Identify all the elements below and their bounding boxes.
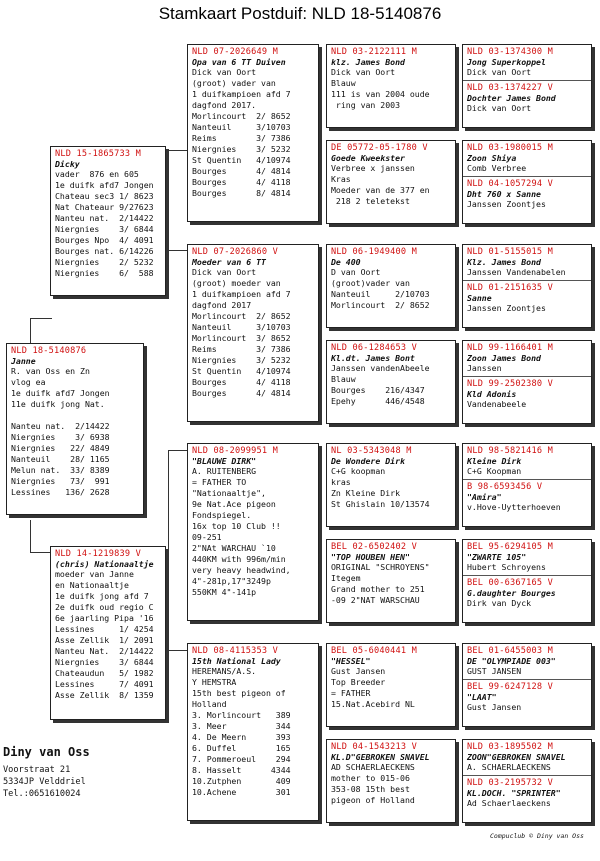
- info-line: 2"NAt WARCHAU `10: [192, 543, 276, 553]
- pigeon-name: Dochter James Bond: [467, 93, 556, 103]
- ring-number: BEL 95-6294105 M: [467, 542, 553, 552]
- result-line: Nanteuil 2/10703: [331, 289, 430, 299]
- info-line: 9e Nat.Ace pigeon: [192, 499, 276, 509]
- info-line: Niergnies 2/ 5232: [55, 257, 154, 267]
- pigeon-name: Kleine Dirk: [467, 456, 522, 466]
- divider: [463, 479, 591, 480]
- info-line: R. van Oss en Zn: [11, 366, 90, 376]
- card-dam[interactable]: [50, 546, 166, 720]
- ring-number: NLD 98-5821416 M: [467, 446, 553, 456]
- info-line: = FATHER: [331, 688, 371, 698]
- info-line: Ad Schaerlaeckens: [467, 798, 551, 808]
- info-line: Dick van Oort: [331, 67, 396, 77]
- result-line: Bourges 4/ 4118: [192, 177, 291, 187]
- result-line: Morlincourt 2/ 8652: [192, 311, 291, 321]
- divider: [463, 376, 591, 377]
- pigeon-name: klz. James Bond: [331, 57, 405, 67]
- result-line: Morlincourt 2/ 8652: [192, 111, 291, 121]
- pigeon-name: "ZWARTE 105": [467, 552, 527, 562]
- info-line: -09 2"NAT WARSCHAU: [331, 595, 420, 605]
- info-line: Janssen vandenAbeele: [331, 363, 430, 373]
- pigeon-name: KL.DOCH. "SPRINTER": [467, 788, 561, 798]
- info-line: dagfond 2017.: [192, 100, 257, 110]
- ring-number: NLD 03-1374227 V: [467, 83, 553, 93]
- info-line: 4"-281p,17"3249p: [192, 576, 271, 586]
- info-line: 1 duifkampioen afd 7: [192, 89, 291, 99]
- info-line: A. RUITENBERG: [192, 466, 257, 476]
- owner-block: [3, 745, 90, 800]
- info-line: GUST JANSEN: [467, 666, 522, 676]
- result-line: Morlincourt 3/ 8652: [192, 333, 291, 343]
- info-line: Fondspiegel.: [192, 510, 252, 520]
- result-line: Epehy 446/4548: [331, 396, 425, 406]
- info-line: Nanteu Nat. 2/14422: [55, 646, 154, 656]
- info-line: pigeon of Holland: [331, 795, 415, 805]
- info-line: Top Breeder: [331, 677, 386, 687]
- info-line: = FATHER TO: [192, 477, 247, 487]
- result-line: Bourges 4/ 4814: [192, 166, 291, 176]
- card-sire-sire[interactable]: [187, 44, 319, 222]
- pigeon-name: De Wondere Dirk: [331, 456, 405, 466]
- ring-number: NLD 03-1895502 M: [467, 742, 553, 752]
- ring-number: NLD 01-2151635 V: [467, 283, 553, 293]
- info-line: Hubert Schroyens: [467, 562, 546, 572]
- info-line: 15th best pigeon of: [192, 688, 286, 698]
- info-line: 1e duifk jong afd 7: [55, 591, 149, 601]
- result-line: Melun nat. 33/ 8389: [11, 465, 110, 475]
- card-sdd[interactable]: [326, 340, 456, 424]
- pigeon-name: Sanne: [467, 293, 492, 303]
- info-line: Dick van Oort: [467, 103, 532, 113]
- pigeon-name: Janne: [11, 356, 36, 366]
- info-line: v.Hove-Uytterhoeven: [467, 502, 561, 512]
- info-line: Verbree x janssen: [331, 163, 415, 173]
- info-line: mother to 015-06: [331, 773, 410, 783]
- pigeon-name: ZOON"GEBROKEN SNAVEL: [467, 752, 566, 762]
- ring-number: BEL 00-6367165 V: [467, 578, 553, 588]
- divider: [463, 575, 591, 576]
- ring-number: NLD 03-2195732 V: [467, 778, 553, 788]
- result-line: Nanteuil 28/ 1165: [11, 454, 110, 464]
- result-line: St Quentin 4/10974: [192, 155, 291, 165]
- info-line: 6e jaarling Pipa '16: [55, 613, 154, 623]
- info-line: Lessines 7/ 4091: [55, 679, 154, 689]
- result-line: Niergnies 73/ 991: [11, 476, 110, 486]
- ring-number: NLD 99-1166401 M: [467, 343, 553, 353]
- info-line: Y HEMSTRA: [192, 677, 237, 687]
- result-line: Reims 3/ 7386: [192, 133, 291, 143]
- info-line: ring van 2003: [331, 100, 401, 110]
- ring-number: NLD 15-1865733 M: [55, 149, 141, 159]
- info-line: C+G koopman: [331, 466, 386, 476]
- info-line: 1 duifkampioen afd 7: [192, 289, 291, 299]
- owner-address: Voorstraat 21: [3, 765, 71, 775]
- info-line: very heavy headwind,: [192, 565, 291, 575]
- result-line: Lessines 136/ 2628: [11, 487, 110, 497]
- info-line: (groot) vader van: [192, 78, 276, 88]
- info-line: Niergnies 3/ 6844: [55, 657, 154, 667]
- card-sire[interactable]: [50, 146, 166, 296]
- ring-number: NLD 08-2099951 M: [192, 446, 278, 456]
- result-line: Niergnies 22/ 4849: [11, 443, 110, 453]
- pigeon-name: Dicky: [55, 159, 80, 169]
- info-line: Moeder van de 377 en: [331, 185, 430, 195]
- card-dam-sire[interactable]: [187, 443, 319, 621]
- info-line: vlog ea: [11, 377, 46, 387]
- divider: [463, 679, 591, 680]
- card-sire-dam[interactable]: [187, 244, 319, 422]
- info-line: Vandenabeele: [467, 399, 527, 409]
- info-line: en Nationaaltje: [55, 580, 129, 590]
- pigeon-name: G.daughter Bourges: [467, 588, 556, 598]
- result-line: 10.Zutphen 409: [192, 776, 291, 786]
- info-line: 1e duifk afd7 Jongen: [11, 388, 110, 398]
- pigeon-name: "LAAT": [467, 692, 497, 702]
- result-line: St Quentin 4/10974: [192, 366, 291, 376]
- ring-number: NLD 99-2502380 V: [467, 379, 553, 389]
- card-dam-dam[interactable]: [187, 643, 319, 821]
- ring-number: NLD 03-2122111 M: [331, 47, 417, 57]
- ring-number: NLD 08-4115353 V: [192, 646, 278, 656]
- info-line: Gust Jansen: [331, 666, 386, 676]
- pigeon-name: "Amira": [467, 492, 502, 502]
- card-gg-pair-2[interactable]: [462, 140, 592, 224]
- card-gg-pair-4[interactable]: [462, 340, 592, 424]
- info-line: Asse Zellik 8/ 1359: [55, 690, 154, 700]
- info-line: HEREMANS/A.S.: [192, 666, 257, 676]
- info-line: ORIGINAL "SCHROYENS": [331, 562, 430, 572]
- ring-number: NL 03-5343048 M: [331, 446, 412, 456]
- ring-number: NLD 03-1980015 M: [467, 143, 553, 153]
- pigeon-name: Zoon James Bond: [467, 353, 541, 363]
- info-line: 15.Nat.Acebird NL: [331, 699, 415, 709]
- info-line: St Ghislain 10/13574: [331, 499, 430, 509]
- info-line: Grand mother to 251: [331, 584, 425, 594]
- divider: [463, 176, 591, 177]
- result-line: Nanteu nat. 2/14422: [11, 421, 110, 431]
- card-gg-pair-3[interactable]: [462, 244, 592, 328]
- result-line: Reims 3/ 7386: [192, 344, 291, 354]
- ring-number: NLD 04-1543213 V: [331, 742, 417, 752]
- card-ssd[interactable]: [326, 140, 456, 224]
- info-line: Niergnies 3/ 6844: [55, 224, 154, 234]
- info-line: 218 2 teletekst: [331, 196, 410, 206]
- pigeon-name: Jong Superkoppel: [467, 57, 546, 67]
- info-line: Dirk van Dyck: [467, 598, 532, 608]
- info-line: Niergnies 6/ 588: [55, 268, 154, 278]
- info-line: 1e duifk afd7 Jongen: [55, 180, 154, 190]
- info-line: 2e duifk oud regio C: [55, 602, 154, 612]
- result-line: 3. Morlincourt 389: [192, 710, 291, 720]
- result-line: Nanteuil 3/10703: [192, 322, 291, 332]
- info-line: (groot) moeder van: [192, 278, 281, 288]
- ring-number: NLD 06-1949400 M: [331, 247, 417, 257]
- info-line: 111 is van 2004 oude: [331, 89, 430, 99]
- ring-number: NLD 01-5155015 M: [467, 247, 553, 257]
- page-title: Stamkaart Postduif: NLD 18-5140876: [158, 4, 442, 23]
- pigeon-name: "HESSEL": [331, 656, 371, 666]
- ring-number: NLD 18-5140876: [11, 346, 87, 356]
- info-line: dagfond 2017: [192, 300, 252, 310]
- card-ddd[interactable]: [326, 739, 456, 823]
- pigeon-name: Kl.dt. James Bont: [331, 353, 415, 363]
- ring-number: NLD 04-1057294 V: [467, 179, 553, 189]
- info-line: Janssen: [467, 363, 502, 373]
- info-line: Dick van Oort: [192, 67, 257, 77]
- owner-phone: Tel.:0651610024: [3, 789, 81, 799]
- result-line: Niergnies 3/ 5232: [192, 355, 291, 365]
- ring-number: BEL 01-6455003 M: [467, 646, 553, 656]
- info-line: vader 876 en 605: [55, 169, 139, 179]
- pigeon-name: (chris) Nationaaltje: [55, 559, 154, 569]
- card-gg-pair-6[interactable]: [462, 539, 592, 623]
- result-line: 4. De Meern 393: [192, 732, 291, 742]
- pigeon-name: Klz. James Bond: [467, 257, 541, 267]
- card-sds[interactable]: [326, 244, 456, 328]
- info-line: Nat Chateaur 9/27623: [55, 202, 154, 212]
- ring-number: NLD 07-2026649 M: [192, 47, 278, 57]
- info-line: kras: [331, 477, 351, 487]
- card-gg-pair-5[interactable]: [462, 443, 592, 527]
- info-line: 353-08 15th best: [331, 784, 410, 794]
- info-line: 09-251: [192, 532, 222, 542]
- ring-number: DE 05772-05-1780 V: [331, 143, 428, 153]
- pigeon-name: KL.D"GEBROKEN SNAVEL: [331, 752, 430, 762]
- ring-number: NLD 07-2026860 V: [192, 247, 278, 257]
- card-sss[interactable]: [326, 44, 456, 128]
- info-line: Itegem: [331, 573, 361, 583]
- info-line: Blauw: [331, 78, 356, 88]
- result-line: 10.Achene 301: [192, 787, 291, 797]
- info-line: "Nationaaltje",: [192, 488, 266, 498]
- pigeon-name: Opa van 6 TT Duiven: [192, 57, 286, 67]
- info-line: Lessines 1/ 4254: [55, 624, 154, 634]
- result-line: Niergnies 3/ 5232: [192, 144, 291, 154]
- info-line: AD SCHAERLAECKENS: [331, 762, 415, 772]
- info-line: 440KM with 996m/min: [192, 554, 286, 564]
- info-line: Kras: [331, 174, 351, 184]
- card-dsd[interactable]: [326, 539, 456, 623]
- pigeon-name: 15th National Lady: [192, 656, 281, 666]
- result-line: 7. Pommeroeul 294: [192, 754, 291, 764]
- info-line: Chateau sec3 1/ 8623: [55, 191, 154, 201]
- info-line: Asse Zellik 1/ 2091: [55, 635, 154, 645]
- info-line: 16x top 10 Club !!: [192, 521, 281, 531]
- result-line: 3. Meer 344: [192, 721, 291, 731]
- info-line: Blauw: [331, 374, 356, 384]
- owner-city: 5334JP Velddriel: [3, 777, 86, 787]
- pigeon-name: Zoon Shiya: [467, 153, 517, 163]
- result-line: 8. Hasselt 4344: [192, 765, 291, 775]
- info-line: Chateaudun 5/ 1982: [55, 668, 154, 678]
- info-line: Dick van Oort: [192, 267, 257, 277]
- info-line: C+G Koopman: [467, 466, 522, 476]
- divider: [463, 775, 591, 776]
- result-line: Niergnies 3/ 6938: [11, 432, 110, 442]
- result-line: Bourges 4/ 4118: [192, 377, 291, 387]
- footer-credit: Compuclub © Diny van Oss: [490, 832, 584, 840]
- ring-number: BEL 99-6247128 V: [467, 682, 553, 692]
- result-line: Bourges 4/ 4814: [192, 388, 291, 398]
- info-line: Dick van Oort: [467, 67, 532, 77]
- pigeon-name: Kld Adonis: [467, 389, 517, 399]
- pigeon-name: "TOP HOUBEN HEN": [331, 552, 410, 562]
- result-line: Bourges 216/4347: [331, 385, 425, 395]
- result-line: 6. Duffel 165: [192, 743, 291, 753]
- info-line: Bourges Npo 4/ 4091: [55, 235, 154, 245]
- info-line: A. SCHAERLAECKENS: [467, 762, 551, 772]
- card-dss[interactable]: [326, 443, 456, 527]
- info-line: Bourges nat. 6/14226: [55, 246, 154, 256]
- card-gg-pair-1[interactable]: [462, 44, 592, 128]
- pigeon-name: Moeder van 6 TT: [192, 257, 266, 267]
- pigeon-name: "BLAUWE DIRK": [192, 456, 257, 466]
- owner-name: Diny van Oss: [3, 745, 90, 759]
- ring-number: BEL 05-6040441 M: [331, 646, 417, 656]
- info-line: Janssen Zoontjes: [467, 303, 546, 313]
- info-line: Janssen Zoontjes: [467, 199, 546, 209]
- pigeon-name: DE "OLYMPIADE 003": [467, 656, 556, 666]
- ring-number: NLD 03-1374300 M: [467, 47, 553, 57]
- info-line: Zn Kleine Dirk: [331, 488, 401, 498]
- pigeon-name: Goede Kweekster: [331, 153, 405, 163]
- ring-number: BEL 02-6502402 V: [331, 542, 417, 552]
- result-line: Nanteuil 3/10703: [192, 122, 291, 132]
- pigeon-name: De 400: [331, 257, 361, 267]
- info-line: Nanteu nat. 2/14422: [55, 213, 154, 223]
- result-line: Morlincourt 2/ 8652: [331, 300, 430, 310]
- info-line: 550KM 4"-141p: [192, 587, 257, 597]
- info-line: (groot)vader van: [331, 278, 410, 288]
- card-dds[interactable]: [326, 643, 456, 727]
- info-line: D van Oort: [331, 267, 381, 277]
- card-gg-pair-8[interactable]: [462, 739, 592, 823]
- info-line: Janssen Vandenabelen: [467, 267, 566, 277]
- ring-number: NLD 14-1219839 V: [55, 549, 141, 559]
- info-line: 11e duifk jong Nat.: [11, 399, 105, 409]
- pigeon-name: Dht 760 x Sanne: [467, 189, 541, 199]
- info-line: Holland: [192, 699, 227, 709]
- ring-number: B 98-6593456 V: [467, 482, 543, 492]
- ring-number: NLD 06-1284653 V: [331, 343, 417, 353]
- card-main[interactable]: [6, 343, 144, 515]
- divider: [463, 80, 591, 81]
- info-line: moeder van Janne: [55, 569, 134, 579]
- card-gg-pair-7[interactable]: [462, 643, 592, 727]
- divider: [463, 280, 591, 281]
- info-line: Gust Jansen: [467, 702, 522, 712]
- result-line: Bourges 8/ 4814: [192, 188, 291, 198]
- info-line: Comb Verbree: [467, 163, 527, 173]
